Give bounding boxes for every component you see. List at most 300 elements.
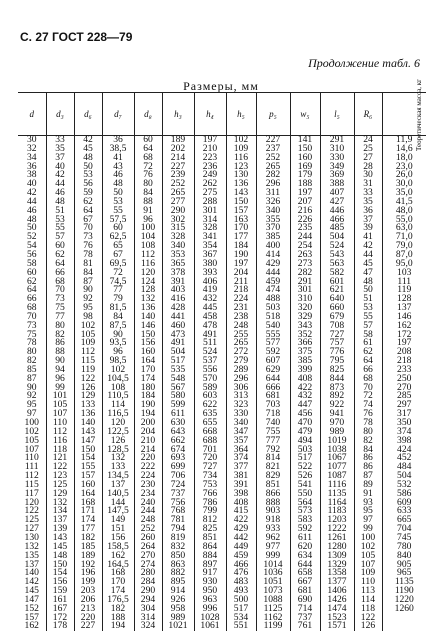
- table-cell: 882: [162, 569, 194, 578]
- table-cell: 197: [382, 339, 426, 348]
- table-cell: 137: [24, 558, 39, 570]
- table-cell: 352: [290, 331, 320, 340]
- table-cell: 214: [162, 154, 194, 163]
- table-cell: 237: [256, 145, 290, 154]
- table-cell: 48,0: [382, 207, 426, 216]
- table-cell: 1019: [320, 437, 354, 446]
- table-cell: 51: [354, 295, 382, 304]
- table-cell: 504: [162, 348, 194, 357]
- table-cell: 133: [102, 463, 134, 472]
- table-cell: 123: [226, 163, 256, 172]
- table-cell: 829: [256, 472, 290, 481]
- table-cell: 210: [134, 437, 162, 446]
- table-cell: 277: [162, 198, 194, 207]
- table-cell: 50: [74, 163, 102, 172]
- table-cell: 45: [74, 145, 102, 154]
- table-cell: 503: [256, 304, 290, 313]
- table-cell: 114: [102, 401, 134, 410]
- table-cell: 693: [162, 454, 194, 463]
- table-cell: 244: [290, 233, 320, 242]
- table-cell: 254: [290, 242, 320, 251]
- table-cell: 88: [134, 198, 162, 207]
- table-cell: 46: [102, 171, 134, 180]
- table-cell: 240: [134, 499, 162, 508]
- table-cell: 720: [194, 454, 226, 463]
- table-cell: 819: [162, 534, 194, 543]
- table-cell: 35,0: [382, 189, 426, 198]
- table-cell: 206: [74, 596, 102, 605]
- table-cell: 1406: [320, 587, 354, 596]
- table-cell: 644: [256, 375, 290, 384]
- table-cell: 44: [26, 195, 37, 207]
- table-cell: 58: [354, 331, 382, 340]
- table-cell: 622: [194, 401, 226, 410]
- table-cell: 273: [290, 260, 320, 269]
- table-cell: 236: [194, 163, 226, 172]
- table-cell: 1036: [256, 569, 290, 578]
- table-cell: 1088: [256, 596, 290, 605]
- table-cell: 289: [226, 366, 256, 375]
- table-cell: 125: [46, 481, 74, 490]
- table-cell: 136: [74, 410, 102, 419]
- table-cell: 140,5: [102, 490, 134, 499]
- table-cell: 62,5: [102, 233, 134, 242]
- table-cell: 90: [46, 357, 74, 366]
- table-cell: 592: [290, 525, 320, 534]
- table-cell: 398: [382, 437, 426, 446]
- table-cell: 688: [194, 437, 226, 446]
- table-cell: 66: [26, 293, 37, 305]
- table-cell: 354: [194, 242, 226, 251]
- table-cell: 189: [74, 552, 102, 561]
- table-cell: 328: [194, 224, 226, 233]
- table-cell: 76: [74, 242, 102, 251]
- table-cell: 174: [102, 587, 134, 596]
- table-cell: 1183: [320, 507, 354, 516]
- table-cell: 866: [256, 490, 290, 499]
- table-cell: 662: [162, 437, 194, 446]
- table-cell: 611: [162, 410, 194, 419]
- table-cell: 116: [46, 437, 74, 446]
- table-cell: 1358: [320, 569, 354, 578]
- table-cell: 607: [256, 357, 290, 366]
- table-cell: 825: [194, 525, 226, 534]
- table-cell: 62: [46, 251, 74, 260]
- table-cell: 517: [290, 454, 320, 463]
- table-cell: 681: [256, 392, 290, 401]
- table-cell: 150: [74, 446, 102, 455]
- table-cell: 634: [290, 552, 320, 561]
- table-cell: 104: [134, 233, 162, 242]
- table-cell: 87,0: [382, 251, 426, 260]
- table-cell: 227: [256, 136, 290, 145]
- table-cell: 156: [102, 534, 134, 543]
- table-cell: 55: [46, 224, 74, 233]
- table-cell: 42: [74, 136, 102, 145]
- table-cell: 28: [354, 163, 382, 172]
- table-cell: 1162: [256, 614, 290, 623]
- table-cell: 48: [26, 213, 37, 225]
- table-cell: 60: [26, 266, 37, 278]
- table-cell: 99: [354, 525, 382, 534]
- table-cell: 888: [256, 499, 290, 508]
- table-cell: 155: [74, 463, 102, 472]
- table-cell: 442: [226, 534, 256, 543]
- table-cell: 428: [162, 304, 194, 313]
- table-cell: 314: [134, 614, 162, 623]
- table-cell: 282: [290, 269, 320, 278]
- table-cell: 38: [26, 169, 37, 181]
- table-cell: 204: [226, 269, 256, 278]
- table-cell: 235: [290, 224, 320, 233]
- table-cell: 62: [26, 275, 37, 287]
- table-cell: 129: [46, 490, 74, 499]
- table-cell: 115: [74, 357, 102, 366]
- table-cell: 59: [74, 189, 102, 198]
- table-cell: 330: [320, 154, 354, 163]
- table-cell: 224: [134, 472, 162, 481]
- table-cell: 57: [354, 322, 382, 331]
- table-cell: 118: [46, 446, 74, 455]
- table-cell: 734: [194, 472, 226, 481]
- table-cell: 740: [256, 419, 290, 428]
- table-cell: 231: [226, 304, 256, 313]
- table-cell: 794: [162, 525, 194, 534]
- table-cell: 500: [226, 596, 256, 605]
- table-cell: 122: [74, 375, 102, 384]
- table-cell: 306: [226, 384, 256, 393]
- table-cell: 518: [256, 313, 290, 322]
- table-cell: 74: [354, 401, 382, 410]
- table-cell: 403: [162, 286, 194, 295]
- table-cell: 320: [290, 304, 320, 313]
- table-cell: 1028: [194, 614, 226, 623]
- table-cell: 207: [290, 198, 320, 207]
- table-cell: 230: [134, 481, 162, 490]
- table-cell: 223: [194, 154, 226, 163]
- table-cell: 76: [354, 410, 382, 419]
- table-cell: 164,5: [102, 561, 134, 570]
- table-cell: 265: [162, 189, 194, 198]
- table-cell: 220: [74, 614, 102, 623]
- table-header-row: [18, 93, 426, 136]
- table-cell: 178: [46, 622, 74, 631]
- table-cell: 190: [226, 251, 256, 260]
- table-cell: 188: [290, 180, 320, 189]
- table-cell: 601: [320, 278, 354, 287]
- table-cell: 36: [354, 207, 382, 216]
- table-cell: 313: [226, 392, 256, 401]
- table-cell: 347: [226, 428, 256, 437]
- table-cell: 95,0: [382, 260, 426, 269]
- table-cell: 100: [134, 224, 162, 233]
- table-cell: 147,5: [102, 507, 134, 516]
- table-cell: 58: [26, 257, 37, 269]
- table-cell: 67: [74, 216, 102, 225]
- table-cell: 62: [74, 198, 102, 207]
- table-cell: 70: [46, 286, 74, 295]
- table-cell: 108: [134, 242, 162, 251]
- table-cell: 87: [74, 278, 102, 287]
- table-cell: 737: [162, 490, 194, 499]
- table-cell: 86: [354, 454, 382, 463]
- table-cell: 208: [382, 348, 426, 357]
- table-cell: 75: [26, 328, 37, 340]
- table-cell: 73: [46, 295, 74, 304]
- table-cell: 524: [194, 348, 226, 357]
- table-cell: 350: [382, 419, 426, 428]
- table-cell: 170: [134, 366, 162, 375]
- table-cell: 340: [256, 207, 290, 216]
- table-cell: 285: [382, 392, 426, 401]
- table-cell: 422: [226, 516, 256, 525]
- table-cell: 385: [290, 357, 320, 366]
- table-cell: 737: [290, 614, 320, 623]
- table-cell: 540: [256, 322, 290, 331]
- table-cell: 27: [354, 154, 382, 163]
- table-cell: 355: [256, 216, 290, 225]
- table-cell: 903: [256, 507, 290, 516]
- table-cell: 30,0: [382, 180, 426, 189]
- table-cell: 112: [24, 470, 39, 482]
- table-cell: 53: [46, 216, 74, 225]
- table-cell: 564: [290, 499, 320, 508]
- table-cell: 458: [194, 313, 226, 322]
- table-cell: 102: [74, 322, 102, 331]
- table-cell: 55,0: [382, 216, 426, 225]
- table-cell: 133: [74, 401, 102, 410]
- table-cell: 224: [226, 295, 256, 304]
- table-cell: 460: [162, 322, 194, 331]
- table-cell: 93,5: [102, 339, 134, 348]
- table-cell: 44: [354, 251, 382, 260]
- table-cell: 150: [134, 331, 162, 340]
- table-cell: 427: [320, 198, 354, 207]
- table-cell: 122,5: [102, 428, 134, 437]
- column-header: h₃: [162, 93, 194, 136]
- table-cell: 43: [102, 163, 134, 172]
- table-cell: 609: [382, 499, 426, 508]
- table-cell: 275: [194, 189, 226, 198]
- table-cell: 105: [354, 552, 382, 561]
- table-cell: 897: [194, 561, 226, 570]
- table-cell: 192: [74, 561, 102, 570]
- table-cell: 556: [194, 366, 226, 375]
- table-cell: 89: [354, 481, 382, 490]
- table-cell: 367: [194, 251, 226, 260]
- table-cell: 290: [134, 587, 162, 596]
- table-cell: 40: [26, 178, 37, 190]
- table-cell: 668: [194, 428, 226, 437]
- table-cell: 263: [290, 251, 320, 260]
- table-cell: 962: [256, 534, 290, 543]
- table-cell: 188: [102, 614, 134, 623]
- table-cell: 884: [194, 552, 226, 561]
- table-cell: 60: [134, 136, 162, 145]
- table-cell: 290: [162, 207, 194, 216]
- table-cell: 485: [320, 224, 354, 233]
- table-cell: 933: [256, 525, 290, 534]
- table-cell: 156: [46, 578, 74, 587]
- table-cell: 370: [256, 224, 290, 233]
- table-cell: 918: [256, 516, 290, 525]
- table-cell: 582: [320, 269, 354, 278]
- table-cell: 96: [134, 216, 162, 225]
- table-cell: 96: [46, 375, 74, 384]
- table-cell: 80: [46, 322, 74, 331]
- table-cell: 1038: [320, 446, 354, 455]
- column-header: h₅: [226, 93, 256, 136]
- table-cell: 120: [102, 419, 134, 428]
- table-cell: 550: [290, 490, 320, 499]
- table-cell: 108: [102, 384, 134, 393]
- table-cell: 97: [26, 408, 37, 420]
- table-cell: 577: [256, 339, 290, 348]
- table-cell: 466: [320, 216, 354, 225]
- table-cell: 90: [26, 381, 37, 393]
- table-cell: 314: [194, 216, 226, 225]
- table-cell: 821: [256, 463, 290, 472]
- table-cell: 216: [290, 207, 320, 216]
- table-cell: 541: [290, 481, 320, 490]
- table-cell: 45: [354, 260, 382, 269]
- table-cell: 70: [354, 384, 382, 393]
- table-cell: 105: [74, 331, 102, 340]
- table-cell: 210: [194, 145, 226, 154]
- table-cell: 227: [162, 163, 194, 172]
- table-cell: 776: [320, 348, 354, 357]
- table-cell: 378: [162, 269, 194, 278]
- table-cell: 164: [74, 490, 102, 499]
- table-cell: 291: [320, 136, 354, 145]
- table-cell: 284: [134, 578, 162, 587]
- table-cell: 104,5: [102, 375, 134, 384]
- table-cell: 227: [74, 622, 102, 631]
- table-cell: 1067: [320, 454, 354, 463]
- table-continuation-label: Продолжение табл. 6: [308, 56, 420, 70]
- table-cell: 41: [102, 154, 134, 163]
- table-cell: 72: [134, 163, 162, 172]
- table-cell: 111: [382, 278, 426, 287]
- table-cell: 72: [102, 269, 134, 278]
- table-cell: 38,5: [102, 145, 134, 154]
- table-cell: 479: [290, 428, 320, 437]
- table-cell: 548: [162, 375, 194, 384]
- table-cell: 113: [354, 587, 382, 596]
- table-cell: 146: [134, 322, 162, 331]
- column-header: R₆: [354, 93, 382, 136]
- table-cell: 999: [256, 552, 290, 561]
- table-cell: 88: [46, 348, 74, 357]
- table-cell: 1125: [256, 605, 290, 614]
- table-cell: 50: [354, 286, 382, 295]
- table-cell: 161: [46, 596, 74, 605]
- table-cell: 99: [46, 384, 74, 393]
- table-cell: 112: [46, 428, 74, 437]
- table-cell: 41: [354, 233, 382, 242]
- table-cell: 40: [46, 163, 74, 172]
- table-cell: 270: [382, 384, 426, 393]
- table-cell: 190: [134, 401, 162, 410]
- table-cell: 416: [162, 295, 194, 304]
- table-cell: 963: [194, 596, 226, 605]
- table-cell: 26,0: [382, 171, 426, 180]
- table-cell: 252: [134, 525, 162, 534]
- table-cell: 517: [226, 605, 256, 614]
- table-cell: 369: [320, 171, 354, 180]
- table-cell: 1203: [320, 516, 354, 525]
- table-cell: 156: [134, 339, 162, 348]
- table-cell: 989: [320, 428, 354, 437]
- table-cell: 189: [162, 136, 194, 145]
- table-cell: 279: [226, 357, 256, 366]
- table-cell: 60: [102, 224, 134, 233]
- table-cell: 291: [290, 278, 320, 287]
- table-cell: 674: [162, 446, 194, 455]
- table-cell: 154: [46, 569, 74, 578]
- table-cell: 603: [194, 392, 226, 401]
- table-cell: 125: [24, 514, 39, 526]
- table-cell: 1087: [320, 472, 354, 481]
- table-cell: 50: [26, 222, 37, 234]
- table-cell: 399: [290, 366, 320, 375]
- table-cell: 1260: [382, 605, 426, 614]
- table-cell: 1073: [256, 587, 290, 596]
- table-cell: 142: [24, 576, 39, 588]
- table-cell: 77: [102, 286, 134, 295]
- table-cell: 132: [46, 499, 74, 508]
- table-cell: 655: [194, 419, 226, 428]
- table-cell: 64: [26, 284, 37, 296]
- table-cell: 57: [46, 233, 74, 242]
- table-cell: 317: [382, 410, 426, 419]
- table-cell: 130: [24, 531, 39, 543]
- table-cell: 840: [382, 552, 426, 561]
- table-cell: 100: [24, 417, 39, 428]
- table-cell: 48: [102, 180, 134, 189]
- table-cell: 340: [226, 419, 256, 428]
- table-cell: 265: [226, 339, 256, 348]
- table-cell: 66: [354, 366, 382, 375]
- table-cell: 459: [226, 552, 256, 561]
- table-cell: 892: [320, 392, 354, 401]
- table-cell: 143: [46, 534, 74, 543]
- table-cell: 109: [354, 569, 382, 578]
- column-header: d₃: [46, 93, 74, 136]
- table-cell: 1190: [382, 587, 426, 596]
- table-cell: 1261: [320, 534, 354, 543]
- table-cell: 795: [320, 357, 354, 366]
- table-cell: 90: [74, 286, 102, 295]
- table-cell: 143: [226, 189, 256, 198]
- table-cell: 1164: [320, 499, 354, 508]
- table-cell: 39: [354, 224, 382, 233]
- table-cell: 343: [290, 322, 320, 331]
- table-cell: 144: [102, 499, 134, 508]
- table-cell: 365: [162, 260, 194, 269]
- table-cell: 1021: [162, 622, 194, 631]
- table-cell: 491: [194, 331, 226, 340]
- table-cell: 167: [46, 605, 74, 614]
- table-cell: 115: [24, 478, 39, 490]
- table-cell: 658: [290, 569, 320, 578]
- table-cell: 84: [102, 313, 134, 322]
- table-cell: 42: [26, 187, 37, 199]
- table-cell: 23,0: [382, 163, 426, 172]
- table-cell: 415: [226, 507, 256, 516]
- table-cell: 120: [134, 269, 162, 278]
- table-cell: 408: [290, 375, 320, 384]
